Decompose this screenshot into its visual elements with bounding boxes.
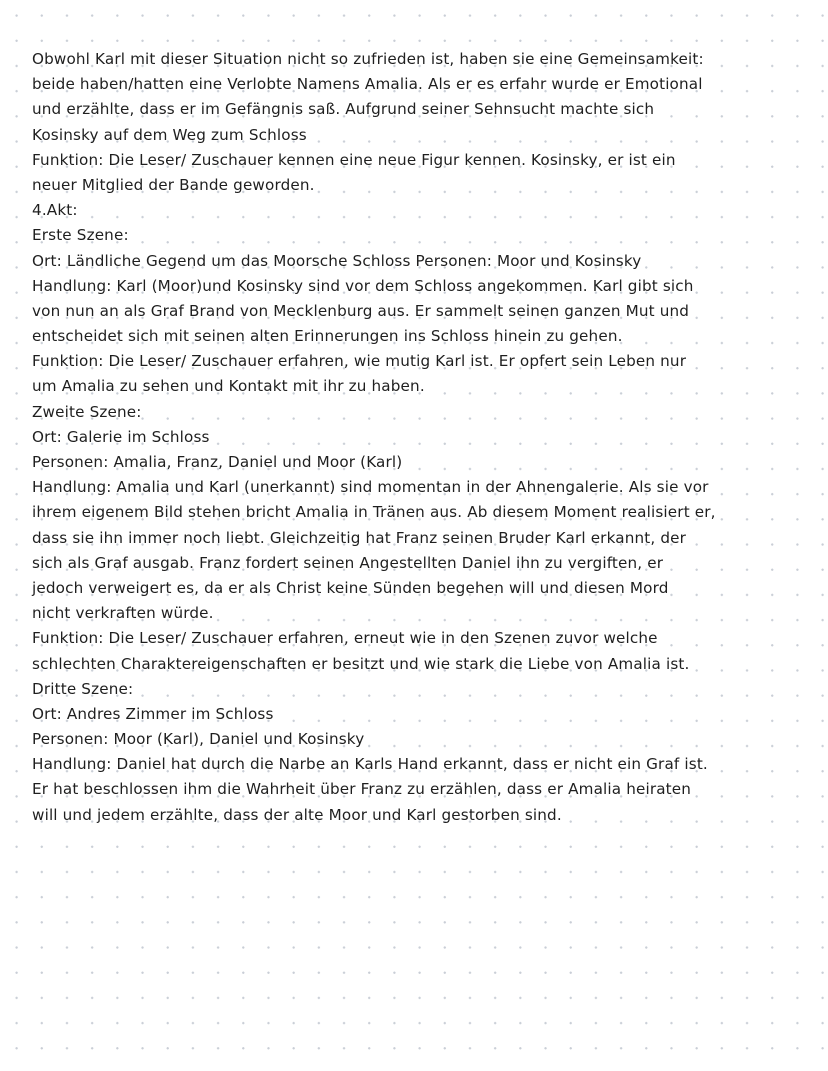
text-line: beide haben/hatten eine Verlobte Namens Amalia. Als er es erfahr wurde er Emotional [32,75,703,94]
text-line: sich als Graf ausgab. Franz fordert seinen Angestellten Daniel ihn zu vergiften, er [32,553,664,572]
text-line: dass sie ihn immer noch liebt. Gleichzeitig hat Franz seinen Bruder Karl erkannt, der [32,528,687,547]
text-line: entscheidet sich mit seinen alten Erinnerungen ins Schloss hinein zu gehen. [32,327,623,346]
text-line: neuer Mitglied der Bande geworden. [32,175,315,194]
text-line: um Amalia zu sehen und Kontakt mit ihr zu haben. [32,377,425,396]
text-line: nicht verkraften würde. [32,604,214,623]
text-line: Ort: Ländliche Gegend um das Moorsche Schloss Personen: Moor und Kosinsky [32,251,642,270]
text-line: Funktion: Die Leser/ Zuschauer erfahren, wie mutig Karl ist. Er opfert sein Leben nur [32,352,687,371]
text-line: Personen: Amalia, Franz, Daniel und Moor (Karl) [32,453,403,471]
text-line: Ort: Galerie im Schloss [32,427,210,446]
handwritten-notes-page [32,47,822,828]
scene-heading: Erste Szene: [32,226,129,245]
scene-heading: Dritte Szene: [32,679,134,698]
text-line: ihrem eigenem Bild stehen bricht Amalia in Tränen aus. Ab diesem Moment realisiert er, [32,503,716,522]
text-line: jedoch verweigert es, da er als Christ keine Sünden begehen will und diesen Mord [32,578,669,597]
text-line: will und jedem erzählte, dass der alte Moor und Karl gestorben sind. [32,805,562,824]
text-line: und erzählte, dass er im Gefängnis saß. Aufgrund seiner Sehnsucht machte sich [32,100,655,119]
text-line: Personen: Moor (Karl), Daniel und Kosinsky [32,730,365,749]
text-line: Funktion: Die Leser/ Zuschauer erfahren, erneut wie in den Szenen zuvor welche [32,629,658,648]
text-line: Er hat beschlossen ihm die Wahrheit über Franz zu erzählen, dass er Amalia heiraten [32,780,692,799]
text-line: von nun an als Graf Brand von Mecklenburg aus. Er sammelt seinen ganzen Mut und [32,301,690,320]
text-line: Funktion: Die Leser/ Zuschauer kennen eine neue Figur kennen. Kosinsky, er ist ein [32,150,676,169]
act-heading: 4.Akt: [32,201,78,220]
text-line: Kosinsky auf dem Weg zum Schloss [32,125,307,144]
text-line: Ort: Andres Zimmer im Schloss [32,704,274,723]
text-line: schlechten Charaktereigenschaften er besitzt und wie stark die Liebe von Amalia ist. [32,654,690,673]
text-line: Obwohl Karl mit dieser Situation nicht so zufrieden ist, haben sie eine Gemeinsamkeit: [32,50,704,68]
text-line: Handlung: Karl (Moor)und Kosinsky sind vor dem Schloss angekommen. Karl gibt sich [32,276,694,295]
scene-heading: Zweite Szene: [32,402,142,421]
text-line: Handlung: Amalia und Karl (unerkannt) sind momentan in der Ahnengalerie. Als sie vor [32,478,709,497]
text-line: Handlung: Daniel hat durch die Narbe an Karls Hand erkannt, dass er nicht ein Graf ist. [32,755,708,774]
